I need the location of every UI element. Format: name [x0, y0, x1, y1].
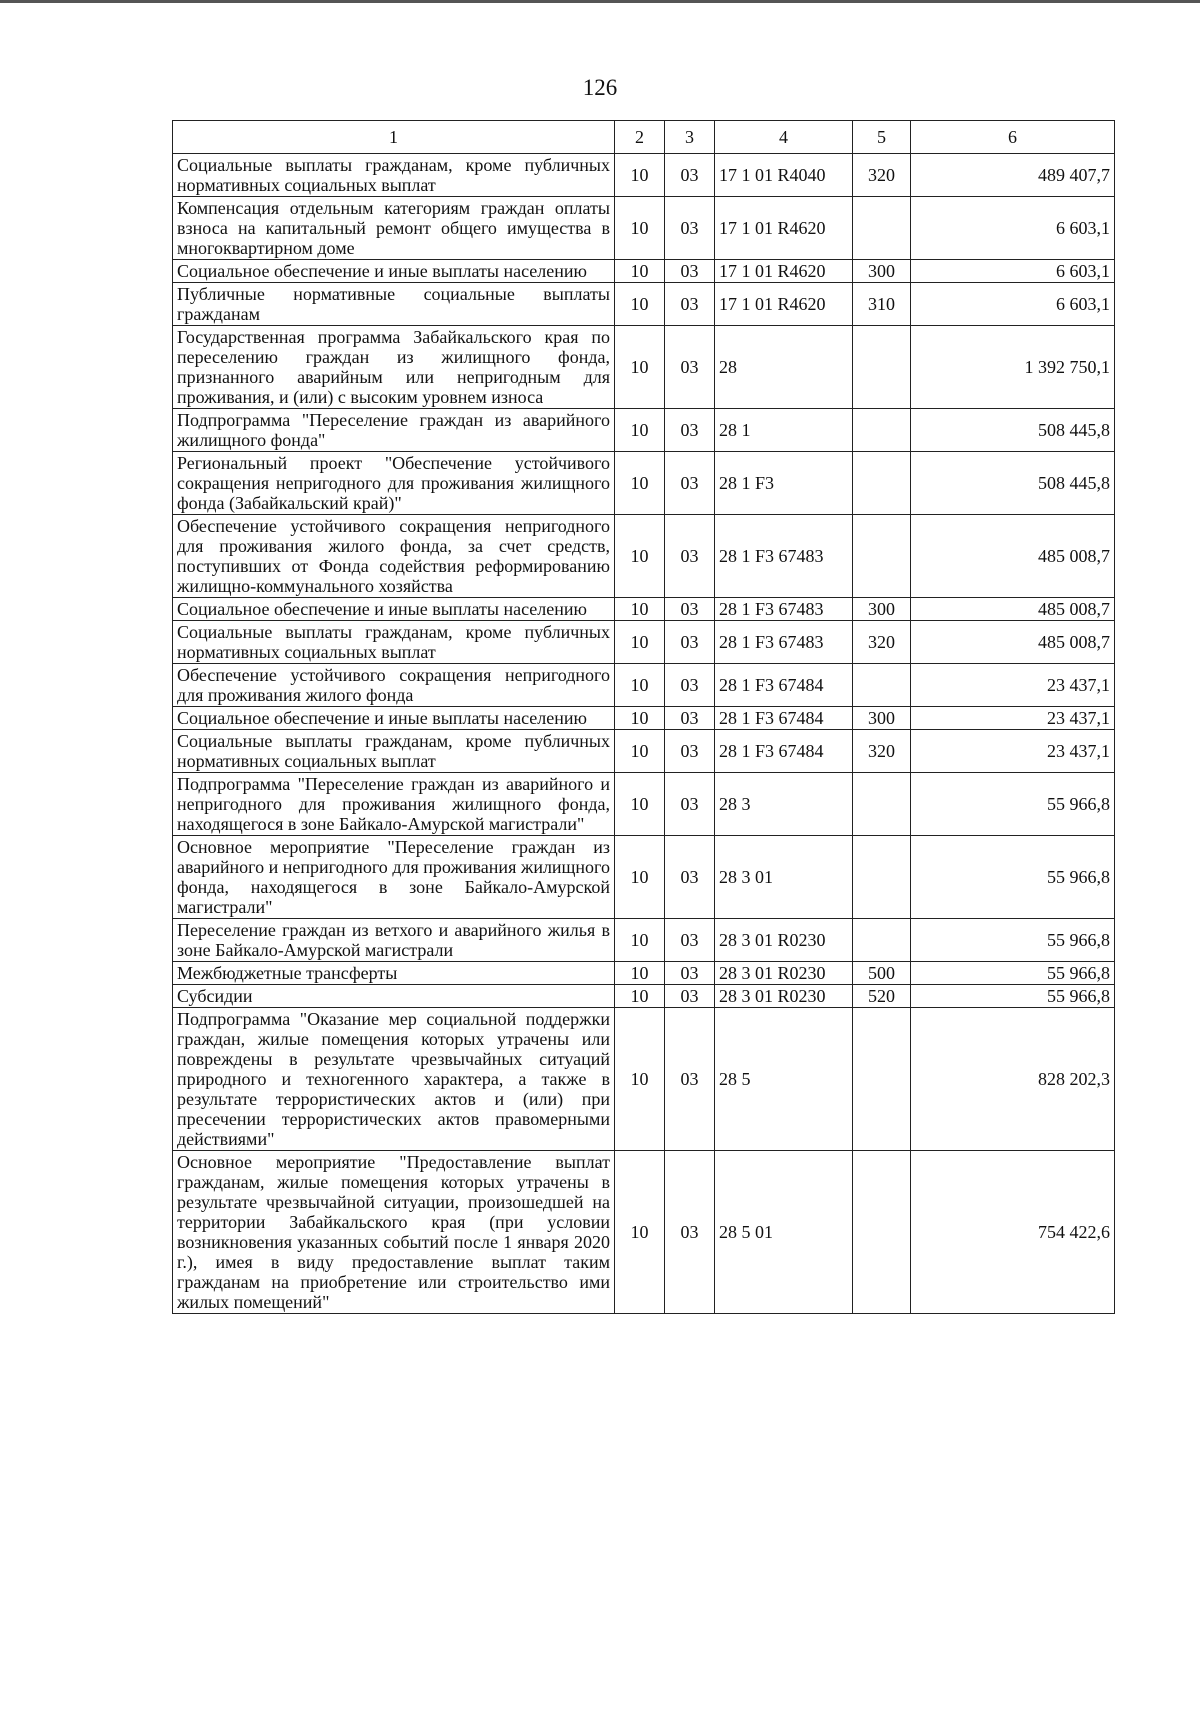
row-expense-type: 320: [853, 621, 911, 664]
row-amount: 508 445,8: [911, 452, 1115, 515]
table-row: [173, 919, 1115, 962]
row-section: 10: [615, 664, 665, 707]
row-amount: 23 437,1: [911, 664, 1115, 707]
row-section: 10: [615, 707, 665, 730]
row-expense-type: 520: [853, 985, 911, 1008]
row-name: Социальное обеспечение и иные выплаты населению: [173, 598, 615, 621]
row-name: Публичные нормативные социальные выплаты гражданам: [173, 283, 615, 326]
row-amount: 485 008,7: [911, 598, 1115, 621]
row-target-article: 28 1: [715, 409, 853, 452]
row-subsection: 03: [665, 283, 715, 326]
table-row: [173, 409, 1115, 452]
row-section: 10: [615, 985, 665, 1008]
table-row: [173, 707, 1115, 730]
row-target-article: 17 1 01 R4040: [715, 154, 853, 197]
row-expense-type: [853, 664, 911, 707]
table-row: [173, 283, 1115, 326]
row-target-article: 28 3 01 R0230: [715, 962, 853, 985]
table-row: [173, 197, 1115, 260]
scan-top-edge: [0, 0, 1200, 3]
row-amount: 55 966,8: [911, 919, 1115, 962]
table-row: [173, 598, 1115, 621]
row-target-article: 28 1 F3 67483: [715, 598, 853, 621]
row-amount: 485 008,7: [911, 515, 1115, 598]
row-subsection: 03: [665, 985, 715, 1008]
row-section: 10: [615, 154, 665, 197]
column-header-5: 5: [853, 121, 911, 154]
row-name: Основное мероприятие "Переселение граждан из аварийного и непригодного для проживания жилищного фонда, находящегося в зоне Байкало-Амурской магистрали": [173, 836, 615, 919]
row-section: 10: [615, 1008, 665, 1151]
row-expense-type: [853, 409, 911, 452]
row-name: Компенсация отдельным категориям граждан оплаты взноса на капитальный ремонт общего имущества в многоквартирном доме: [173, 197, 615, 260]
row-subsection: 03: [665, 598, 715, 621]
row-section: 10: [615, 452, 665, 515]
row-subsection: 03: [665, 409, 715, 452]
row-section: 10: [615, 836, 665, 919]
table-row: [173, 452, 1115, 515]
row-subsection: 03: [665, 730, 715, 773]
row-subsection: 03: [665, 1151, 715, 1314]
header-row: [173, 121, 1115, 154]
row-name: Региональный проект "Обеспечение устойчивого сокращения непригодного для проживания жилищного фонда (Забайкальский край)": [173, 452, 615, 515]
row-amount: 6 603,1: [911, 260, 1115, 283]
row-target-article: 28 3 01 R0230: [715, 985, 853, 1008]
row-expense-type: 500: [853, 962, 911, 985]
row-name: Социальные выплаты гражданам, кроме публичных нормативных социальных выплат: [173, 621, 615, 664]
row-subsection: 03: [665, 773, 715, 836]
row-name: Основное мероприятие "Предоставление выплат гражданам, жилые помещения которых утрачены в результате чрезвычайной ситуации, произошедшей на территории Забайкальского края (при условии возникновения указанных событий после 1 января 2020 г.), имея в виду предоставление выплат таким гражданам на приобретение или строительство ими жилых помещений": [173, 1151, 615, 1314]
row-subsection: 03: [665, 621, 715, 664]
row-expense-type: [853, 1008, 911, 1151]
table-row: [173, 326, 1115, 409]
row-target-article: 17 1 01 R4620: [715, 283, 853, 326]
table-row: [173, 1151, 1115, 1314]
row-subsection: 03: [665, 260, 715, 283]
row-name: Межбюджетные трансферты: [173, 962, 615, 985]
row-section: 10: [615, 283, 665, 326]
row-name: Государственная программа Забайкальского края по переселению граждан из жилищного фонда, признанного аварийным или непригодным для проживания, и (или) с высоким уровнем износа: [173, 326, 615, 409]
table-row: [173, 836, 1115, 919]
table-row: [173, 621, 1115, 664]
table-row: [173, 664, 1115, 707]
row-expense-type: 310: [853, 283, 911, 326]
row-expense-type: 320: [853, 730, 911, 773]
table-body: [173, 154, 1115, 1314]
row-name: Подпрограмма "Переселение граждан из аварийного жилищного фонда": [173, 409, 615, 452]
table-row: [173, 985, 1115, 1008]
row-amount: 23 437,1: [911, 730, 1115, 773]
table-row: [173, 515, 1115, 598]
row-amount: 1 392 750,1: [911, 326, 1115, 409]
page-number: 126: [582, 75, 618, 100]
row-subsection: 03: [665, 452, 715, 515]
row-amount: 828 202,3: [911, 1008, 1115, 1151]
column-header-6: 6: [911, 121, 1115, 154]
row-amount: 55 966,8: [911, 836, 1115, 919]
row-name: Подпрограмма "Переселение граждан из аварийного и непригодного для проживания жилищного фонда, находящегося в зоне Байкало-Амурской магистрали": [173, 773, 615, 836]
row-target-article: 28 5 01: [715, 1151, 853, 1314]
row-target-article: 28 1 F3 67484: [715, 730, 853, 773]
row-expense-type: 300: [853, 707, 911, 730]
table-row: [173, 730, 1115, 773]
row-amount: 6 603,1: [911, 283, 1115, 326]
column-header-3: 3: [665, 121, 715, 154]
row-target-article: 28 3: [715, 773, 853, 836]
row-name: Социальные выплаты гражданам, кроме публичных нормативных социальных выплат: [173, 154, 615, 197]
table-row: [173, 1008, 1115, 1151]
row-section: 10: [615, 621, 665, 664]
table-row: [173, 260, 1115, 283]
row-name: Социальное обеспечение и иные выплаты населению: [173, 260, 615, 283]
row-subsection: 03: [665, 326, 715, 409]
row-target-article: 28 5: [715, 1008, 853, 1151]
row-subsection: 03: [665, 1008, 715, 1151]
row-section: 10: [615, 773, 665, 836]
row-name: Обеспечение устойчивого сокращения непригодного для проживания жилого фонда, за счет средств, поступивших от Фонда содействия реформированию жилищно-коммунального хозяйства: [173, 515, 615, 598]
row-section: 10: [615, 260, 665, 283]
row-expense-type: [853, 919, 911, 962]
row-expense-type: 300: [853, 598, 911, 621]
row-amount: 754 422,6: [911, 1151, 1115, 1314]
row-name: Обеспечение устойчивого сокращения непригодного для проживания жилого фонда: [173, 664, 615, 707]
row-section: 10: [615, 1151, 665, 1314]
row-subsection: 03: [665, 836, 715, 919]
row-amount: 23 437,1: [911, 707, 1115, 730]
budget-table: [172, 120, 1115, 1314]
row-name: Переселение граждан из ветхого и аварийного жилья в зоне Байкало-Амурской магистрали: [173, 919, 615, 962]
row-target-article: 28 1 F3 67484: [715, 707, 853, 730]
row-target-article: 28 1 F3 67483: [715, 621, 853, 664]
row-expense-type: [853, 326, 911, 409]
row-section: 10: [615, 598, 665, 621]
row-section: 10: [615, 326, 665, 409]
row-name: Субсидии: [173, 985, 615, 1008]
row-section: 10: [615, 962, 665, 985]
row-subsection: 03: [665, 707, 715, 730]
row-expense-type: [853, 836, 911, 919]
row-expense-type: 320: [853, 154, 911, 197]
row-amount: 6 603,1: [911, 197, 1115, 260]
row-name: Подпрограмма "Оказание мер социальной поддержки граждан, жилые помещения которых утрачены или повреждены в результате чрезвычайных ситуаций природного и техногенного характера, а также в результате террористических актов и (или) при пресечении террористических актов правомерными действиями": [173, 1008, 615, 1151]
table-row: [173, 962, 1115, 985]
row-subsection: 03: [665, 919, 715, 962]
row-subsection: 03: [665, 197, 715, 260]
row-subsection: 03: [665, 664, 715, 707]
row-section: 10: [615, 197, 665, 260]
row-target-article: 17 1 01 R4620: [715, 260, 853, 283]
row-expense-type: [853, 1151, 911, 1314]
row-section: 10: [615, 730, 665, 773]
row-target-article: 28 1 F3 67483: [715, 515, 853, 598]
row-target-article: 28: [715, 326, 853, 409]
row-expense-type: [853, 452, 911, 515]
row-expense-type: [853, 197, 911, 260]
row-expense-type: [853, 515, 911, 598]
row-amount: 508 445,8: [911, 409, 1115, 452]
row-target-article: 28 3 01: [715, 836, 853, 919]
column-header-2: 2: [615, 121, 665, 154]
row-amount: 485 008,7: [911, 621, 1115, 664]
table-row: [173, 773, 1115, 836]
row-amount: 55 966,8: [911, 773, 1115, 836]
row-amount: 55 966,8: [911, 985, 1115, 1008]
row-name: Социальные выплаты гражданам, кроме публичных нормативных социальных выплат: [173, 730, 615, 773]
row-subsection: 03: [665, 515, 715, 598]
row-name: Социальное обеспечение и иные выплаты населению: [173, 707, 615, 730]
row-section: 10: [615, 409, 665, 452]
row-subsection: 03: [665, 154, 715, 197]
row-section: 10: [615, 919, 665, 962]
row-subsection: 03: [665, 962, 715, 985]
row-section: 10: [615, 515, 665, 598]
row-amount: 489 407,7: [911, 154, 1115, 197]
row-target-article: 28 1 F3 67484: [715, 664, 853, 707]
column-header-4: 4: [715, 121, 853, 154]
row-target-article: 28 3 01 R0230: [715, 919, 853, 962]
row-target-article: 17 1 01 R4620: [715, 197, 853, 260]
table-row: [173, 154, 1115, 197]
row-expense-type: [853, 773, 911, 836]
column-header-1: 1: [173, 121, 615, 154]
row-amount: 55 966,8: [911, 962, 1115, 985]
row-target-article: 28 1 F3: [715, 452, 853, 515]
row-expense-type: 300: [853, 260, 911, 283]
